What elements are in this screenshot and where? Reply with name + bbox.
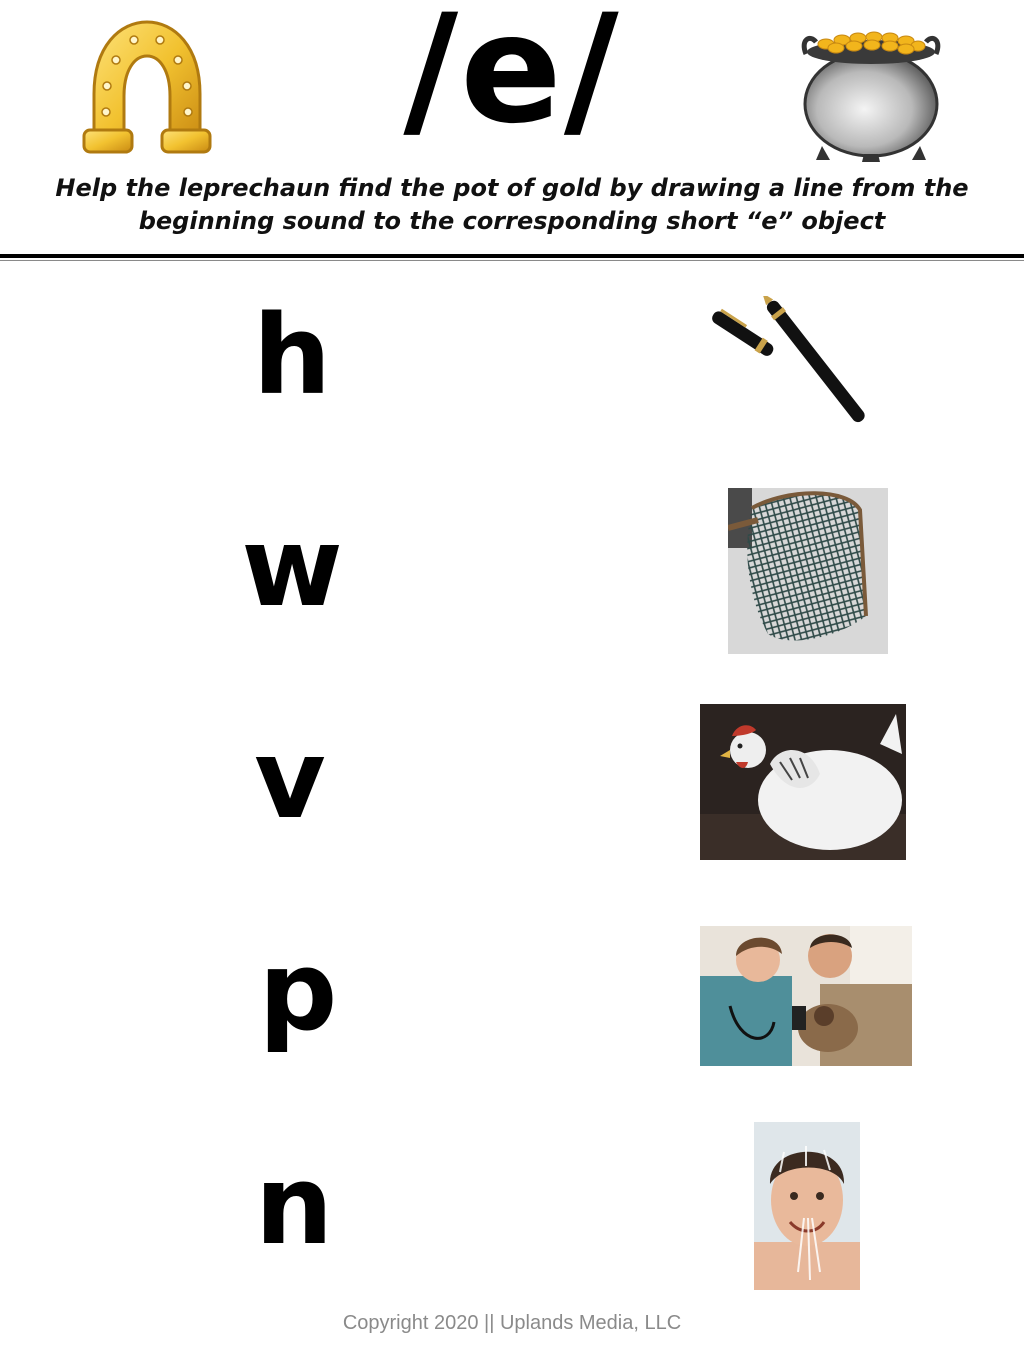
header-divider [0, 254, 1024, 258]
letter-h: h [252, 291, 332, 419]
pen-picture [700, 296, 880, 432]
letter-n: n [254, 1141, 334, 1269]
copyright-footer: Copyright 2020 || Uplands Media, LLC [342, 1312, 682, 1334]
page-title: /e/ [403, 0, 621, 157]
letter-v: v [254, 715, 326, 843]
pot-of-gold-icon [796, 20, 946, 162]
horseshoe-icon [72, 16, 222, 158]
letter-p: p [258, 927, 338, 1055]
instructions [30, 172, 994, 238]
net-picture [728, 488, 888, 654]
header-divider-shadow [0, 260, 1024, 261]
instructions-line-2: beginning sound to the corresponding short “e” object [138, 207, 886, 235]
instructions-line-1: Help the leprechaun find the pot of gold by drawing a line from the [55, 174, 969, 202]
wet-picture [754, 1122, 860, 1290]
hen-picture [700, 704, 906, 860]
letter-w: w [241, 503, 343, 631]
vet-picture [700, 926, 912, 1066]
